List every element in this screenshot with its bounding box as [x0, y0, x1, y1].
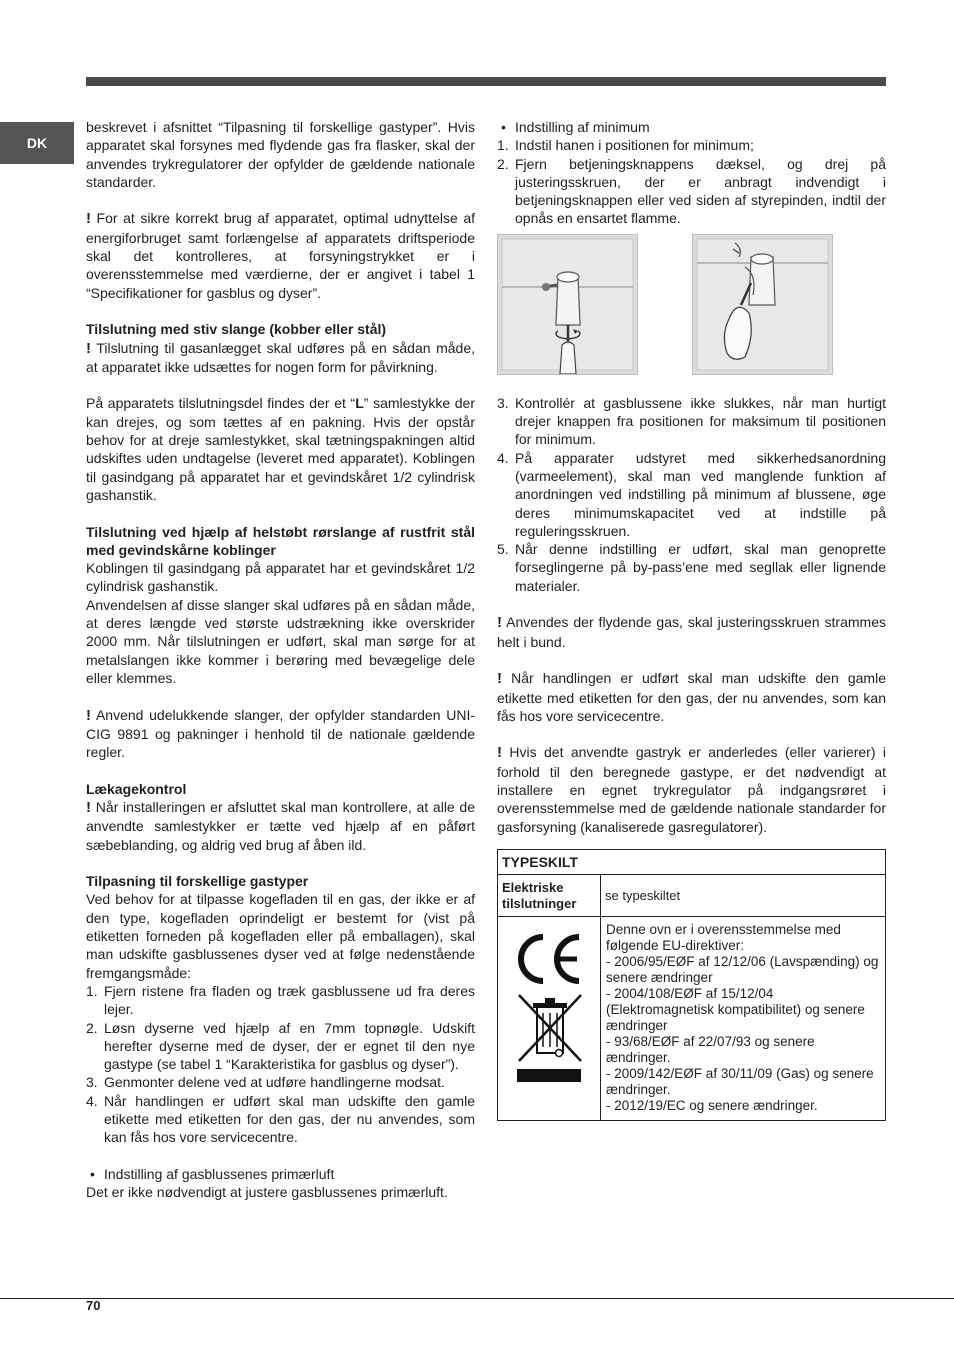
- certification-marks: [498, 917, 601, 1121]
- bullet-item: • Indstilling af gasblussenes primærluft: [90, 1165, 335, 1182]
- list-item: 3. Genmonter delene ved at udføre handlingerne modsat.: [86, 1074, 445, 1091]
- list-item: 4. Når handlingen er udført skal man udskifte den gamle etikette med etiketten for den gas, der nu anvendes, som kan fås hos vore servicecentre.: [86, 1092, 475, 1146]
- ce-mark-icon: [509, 923, 589, 1083]
- knob-removal-illustration: [692, 234, 833, 375]
- exclamation-icon: !: [497, 670, 502, 688]
- footer-rule: [0, 1298, 954, 1299]
- steps-list: [497, 394, 886, 595]
- exclamation-icon: !: [86, 210, 91, 228]
- electrical-connections-value: se typeskiltet: [601, 875, 886, 917]
- paragraph: Anvendelsen af disse slanger skal udføres på en sådan måde, at deres længde ved største udstrækning ikke overskrider 2000 mm. Når tilslutningen er udført, skal man sørge for at metalslangen ikke kommer i berøring med bevægelige dele eller klemmes.: [86, 596, 475, 686]
- list-item: 1. Indstil hanen i positionen for minimum;: [497, 137, 754, 154]
- warning-paragraph: ! Hvis det anvendte gastryk er anderledes (eller varierer) i forhold til den beregnede gastype, er det nødvendigt at installere en egnet trykregulator på indgangsrøret i overensstemmelse med de gældende nationale standarder for gasforsyning (kanaliserede gasregulatorer).: [497, 744, 886, 835]
- warning-paragraph: ! Tilslutning til gasanlægget skal udføres på en sådan måde, at apparatet ikke udsættes for nogen form for påvirkning.: [86, 339, 475, 375]
- section-heading: Tilslutning ved hjælp af helstøbt rørslange af rustfrit stål med gevindskårne koblinger: [86, 523, 475, 558]
- steps-list: [497, 136, 886, 227]
- list-item: 2. Fjern betjeningsknappens dæksel, og drej på justeringsskruen, der er anbragt indvendigt i betjeningsknappen eller ved siden af styrepinden, indtil der opnås en ensartet flamme.: [497, 155, 886, 227]
- warning-paragraph: ! Anvendes der flydende gas, skal justeringsskruen strammes helt i bund.: [497, 614, 886, 650]
- paragraph: beskrevet i afsnittet “Tilpasning til forskellige gastyper”. Hvis apparatet skal forsynes med flydende gas fra flasker, skal der anvendes trykregulatorer der opfylder de gældende nationale standarder.: [86, 119, 475, 190]
- eu-directives-text: Denne ovn er i overensstemmelse med følgende EU-direktiver: - 2006/95/EØF af 12/12/06 (Lavspænding) og senere ændringer - 2004/108/EØF af 15/12/04 (Elektromagnetisk kompatibilitet) og senere ændringer - 93/68/EØF af 22/07/93 og senere ændringer. - 2009/142/EØF af 30/11/09 (Gas) og senere ændringer. - 2012/19/EC og senere ændringer.: [601, 917, 886, 1121]
- exclamation-icon: !: [86, 798, 91, 816]
- electrical-connections-label: Elektriske tilslutninger: [498, 875, 601, 917]
- section-heading: Tilslutning med stiv slange (kobber eller stål): [86, 321, 387, 338]
- list-item: 3. Kontrollér at gasblussene ikke slukkes, når man hurtigt drejer knappen fra positionen for maksimum til positionen for minimum.: [497, 394, 886, 448]
- warning-paragraph: ! Når installeringen er afsluttet skal man kontrollere, at alle de anvendte samlestykker er tætte ved hjælp af en påført sæbeblanding, og aldrig ved brug af åben ild.: [86, 798, 475, 853]
- bullet-item: • Indstilling af minimum: [501, 119, 650, 135]
- list-item: 4. På apparater udstyret med sikkerhedsanordning (varmeelement), skal man ved manglende funktion af anordningen ved indstilling på minimum af blussene, øge deres minimumskapacitet ved at indstille på reguleringsskruen.: [497, 449, 886, 539]
- section-heading: Lækagekontrol: [86, 780, 187, 797]
- exclamation-icon: !: [86, 706, 91, 724]
- header-rule: [86, 77, 886, 86]
- paragraph: Ved behov for at tilpasse kogefladen til en gas, der ikke er af den type, kogefladen oprindeligt er bestemt for (vist på etiketten forneden på kogefladen eller på emballagen), skal man udskifte gasblussenes dyser ved at følge nedenstående fremgangsmåde:: [86, 891, 475, 981]
- warning-paragraph: ! Når handlingen er udført skal man udskifte den gamle etikette med etiketten for den gas, der nu anvendes, som kan fås hos vore servicecentre.: [497, 670, 886, 724]
- exclamation-icon: !: [497, 744, 502, 762]
- illustrations: [497, 234, 886, 384]
- right-column: [497, 118, 886, 1121]
- page-number: 70: [86, 1298, 101, 1313]
- list-item: 2. Løsn dyserne ved hjælp af en 7mm topnøgle. Udskift herefter dyserne med de dyser, der er egnet til den nye gastype (se tabel 1 “Karakteristika for gasblus og dyser”).: [86, 1019, 475, 1073]
- list-item: 5. Når denne indstilling er udført, skal man genoprette forseglingerne på by-pass’ene med segllak eller lignende materialer.: [497, 541, 886, 594]
- steps-list: [86, 982, 475, 1147]
- paragraph: På apparatets tilslutningsdel findes der et “L” samlestykke der kan drejes, og som tættes af en pakning. Hvis der opstår behov for at dreje samlestykket, skal tætningspakningen altid udskiftes uden undtagelse (leveret med apparatet). Koblingen til gasindgang på apparatet har et gevindskåret 1/2 cylindrisk gashanstik.: [86, 395, 475, 503]
- typeskilt-table: [497, 849, 886, 1121]
- paragraph: Koblingen til gasindgang på apparatet har et gevindskåret 1/2 cylindrisk gashanstik.: [86, 560, 475, 595]
- warning-paragraph: ! For at sikre korrekt brug af apparatet, optimal udnyttelse af energiforbruget samt forlængelse af apparatets driftsperiode skal det kontrolleres, at forsyningstrykket er i overensstemmelse med værdierne, der er angivet i tabel 1 “Specifikationer for gasblus og dyser”.: [86, 210, 475, 301]
- paragraph: Det er ikke nødvendigt at justere gasblussenes primærluft.: [86, 1184, 448, 1201]
- left-column: [86, 118, 475, 1202]
- exclamation-icon: !: [497, 614, 502, 632]
- typeskilt-title: TYPESKILT: [498, 849, 886, 874]
- crossed-out-bin-icon: [517, 995, 581, 1082]
- warning-paragraph: ! Anvend udelukkende slanger, der opfylder standarden UNI-CIG 9891 og pakninger i henhold til de nationale gældende regler.: [86, 706, 475, 761]
- section-heading: Tilpasning til forskellige gastyper: [86, 873, 309, 890]
- list-item: 1. Fjern ristene fra fladen og træk gasblussene ud fra deres lejer.: [86, 982, 475, 1018]
- language-tab: DK: [0, 122, 74, 164]
- screwdriver-adjustment-illustration: [497, 234, 638, 375]
- exclamation-icon: !: [86, 339, 91, 357]
